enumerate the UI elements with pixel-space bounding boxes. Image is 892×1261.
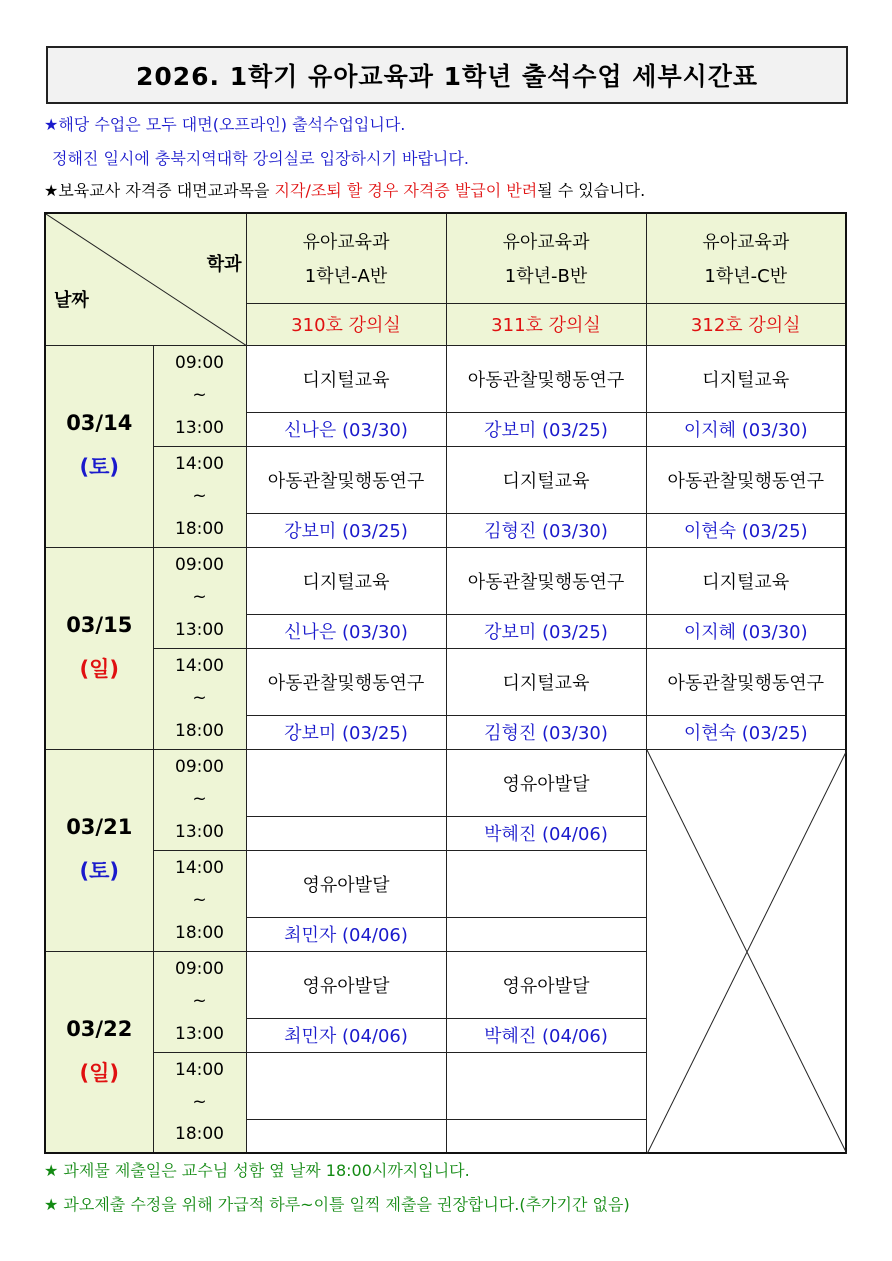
subject-cell: 아동관찰및행동연구 (246, 648, 446, 715)
time-end: 13:00 (175, 417, 224, 438)
time-tilde: ~ (192, 688, 207, 709)
dept-name: 유아교육과 (302, 232, 390, 254)
time-tilde: ~ (192, 1092, 207, 1113)
time-start: 09:00 (175, 959, 224, 980)
time-tilde: ~ (192, 890, 207, 911)
room-c: 312호 강의실 (646, 303, 846, 345)
class-header-c (646, 213, 846, 303)
class-name: 1학년-C반 (704, 266, 788, 288)
subject-cell: 디지털교육 (646, 345, 846, 412)
subject-cell: 디지털교육 (646, 547, 846, 614)
time-tilde: ~ (192, 385, 207, 406)
date-cell (45, 345, 153, 547)
session-row (45, 749, 846, 816)
time-end: 18:00 (175, 922, 224, 943)
instructor-cell: 이현숙 (03/25) (646, 513, 846, 547)
time-tilde: ~ (192, 486, 207, 507)
session-row (45, 547, 846, 614)
time-end: 13:00 (175, 821, 224, 842)
footer-line-1: ★ 과제물 제출일은 교수님 성함 옆 날짜 18:00시까지입니다. (44, 1161, 470, 1180)
time-start: 09:00 (175, 353, 224, 374)
subject-cell: 디지털교육 (246, 547, 446, 614)
time-tilde: ~ (192, 991, 207, 1012)
date-label: 날짜 (54, 290, 89, 311)
instructor-cell (246, 816, 446, 850)
footer-line-2: ★ 과오제출 수정을 위해 가급적 하루~이틀 일찍 제출을 권장합니다.(추가기간 없음) (44, 1195, 630, 1214)
time-start: 09:00 (175, 757, 224, 778)
session-row (45, 345, 846, 412)
subject-cell: 영유아발달 (246, 850, 446, 917)
time-start: 14:00 (175, 656, 224, 677)
page-title: 2026. 1학기 유아교육과 1학년 출석수업 세부시간표 (46, 46, 848, 104)
date-cell (45, 547, 153, 749)
class-header-b (446, 213, 646, 303)
date-cell (45, 749, 153, 951)
time-cell (153, 648, 246, 749)
day-of-week: (일) (79, 657, 119, 681)
instructor-cell: 최민자 (04/06) (246, 1018, 446, 1052)
time-start: 14:00 (175, 858, 224, 879)
time-cell (153, 1052, 246, 1153)
subject-cell: 아동관찰및행동연구 (646, 648, 846, 715)
note-text: 될 수 있습니다. (537, 181, 646, 200)
instructor-cell: 최민자 (04/06) (246, 917, 446, 951)
time-cell (153, 446, 246, 547)
subject-cell: 아동관찰및행동연구 (446, 345, 646, 412)
schedule-table (44, 212, 847, 1154)
subject-cell: 영유아발달 (446, 749, 646, 816)
time-start: 14:00 (175, 454, 224, 475)
date: 03/15 (66, 613, 133, 637)
instructor-cell: 이현숙 (03/25) (646, 715, 846, 749)
instructor-cell (446, 917, 646, 951)
time-end: 18:00 (175, 1124, 224, 1145)
time-cell (153, 345, 246, 446)
instructor-cell: 강보미 (03/25) (246, 513, 446, 547)
subject-cell: 디지털교육 (246, 345, 446, 412)
instructor-cell: 신나은 (03/30) (246, 412, 446, 446)
time-cell (153, 547, 246, 648)
diagonal-line (46, 214, 247, 346)
instructor-cell: 강보미 (03/25) (446, 412, 646, 446)
instructor-cell: 이지혜 (03/30) (646, 614, 846, 648)
subject-cell (446, 850, 646, 917)
class-name: 1학년-B반 (504, 266, 588, 288)
instructor-cell: 박혜진 (04/06) (446, 816, 646, 850)
date: 03/14 (66, 411, 133, 435)
note-line-3 (44, 178, 645, 201)
instructor-cell: 박혜진 (04/06) (446, 1018, 646, 1052)
date: 03/22 (66, 1016, 133, 1041)
instructor-cell: 강보미 (03/25) (246, 715, 446, 749)
instructor-cell: 신나은 (03/30) (246, 614, 446, 648)
dept-name: 유아교육과 (502, 232, 590, 254)
time-cell (153, 951, 246, 1052)
time-end: 18:00 (175, 518, 224, 539)
dept-label: 학과 (206, 254, 242, 275)
instructor-cell (246, 1119, 446, 1153)
instructor-cell: 강보미 (03/25) (446, 614, 646, 648)
note-line-2: 정해진 일시에 충북지역대학 강의실로 입장하시기 바랍니다. (52, 149, 469, 168)
subject-cell: 디지털교육 (446, 446, 646, 513)
session-row (45, 446, 846, 513)
session-row (45, 648, 846, 715)
class-name: 1학년-A반 (304, 266, 388, 288)
subject-cell: 아동관찰및행동연구 (446, 547, 646, 614)
day-of-week: (토) (79, 859, 119, 883)
date: 03/21 (66, 815, 133, 839)
time-start: 14:00 (175, 1059, 224, 1080)
subject-cell: 영유아발달 (246, 951, 446, 1018)
no-class-cell (646, 749, 846, 1153)
subject-cell: 디지털교육 (446, 648, 646, 715)
subject-cell: 아동관찰및행동연구 (646, 446, 846, 513)
date-cell (45, 951, 153, 1153)
header-corner (45, 213, 246, 345)
time-cell (153, 749, 246, 850)
instructor-cell: 김형진 (03/30) (446, 513, 646, 547)
time-end: 13:00 (175, 1023, 224, 1044)
instructor-cell (446, 1119, 646, 1153)
dept-name: 유아교육과 (702, 232, 790, 254)
subject-cell (246, 749, 446, 816)
note-text: ★보육교사 자격증 대면교과목을 (44, 181, 275, 200)
note-warning: 지각/조퇴 할 경우 자격증 발급이 반려 (274, 181, 538, 200)
time-tilde: ~ (192, 587, 207, 608)
subject-cell: 아동관찰및행동연구 (246, 446, 446, 513)
day-of-week: (토) (79, 455, 119, 479)
subject-cell (446, 1052, 646, 1119)
time-tilde: ~ (192, 789, 207, 810)
instructor-cell: 김형진 (03/30) (446, 715, 646, 749)
instructor-cell: 이지혜 (03/30) (646, 412, 846, 446)
room-b: 311호 강의실 (446, 303, 646, 345)
subject-cell: 영유아발달 (446, 951, 646, 1018)
note-line-1: ★해당 수업은 모두 대면(오프라인) 출석수업입니다. (44, 115, 406, 134)
time-cell (153, 850, 246, 951)
cross-out-mark (647, 750, 847, 1154)
day-of-week: (일) (79, 1060, 119, 1085)
time-end: 13:00 (175, 619, 224, 640)
class-header-a (246, 213, 446, 303)
time-end: 18:00 (175, 720, 224, 741)
room-a: 310호 강의실 (246, 303, 446, 345)
time-start: 09:00 (175, 555, 224, 576)
subject-cell (246, 1052, 446, 1119)
